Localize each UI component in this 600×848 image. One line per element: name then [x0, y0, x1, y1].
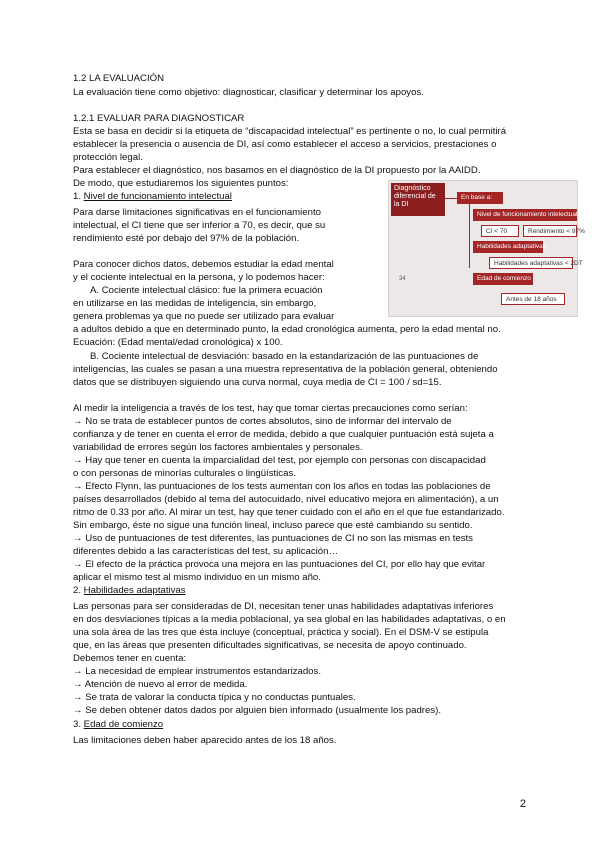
- paragraph-line: rendimiento esté por debajo del 97% de la población.: [73, 233, 300, 244]
- paragraph-line: a adultos debido a que en determinado punto, la edad cronológica aumenta, pero la edad mental no.: [73, 324, 501, 335]
- paragraph-line: → Atención de nuevo al error de medida.: [73, 679, 248, 690]
- paragraph-line: → La necesidad de emplear instrumentos estandarizados.: [73, 666, 321, 677]
- diagram-en-base: En base a:: [457, 192, 503, 204]
- paragraph-line: protección legal.: [73, 152, 143, 163]
- paragraph-line: establecer la presencia o ausencia de DI, así como establecer el acceso a servicios, prestaciones o: [73, 139, 497, 150]
- paragraph-line: → No se trata de establecer puntos de cortes absolutos, sino de informar del intervalo de: [73, 416, 452, 427]
- diagram-connector: [469, 204, 470, 268]
- paragraph-line: inteligencias, las cuales se pasan a una muestra representativa de la población general, obteniendo: [73, 364, 498, 375]
- list-item-heading: 3. Edad de comienzo: [73, 719, 164, 730]
- diagram-rendimiento: Rendimiento < 97%: [523, 225, 577, 237]
- diagram-antes: Antes de 18 años: [501, 293, 565, 305]
- paragraph-line: Esta se basa en decidir si la etiqueta de “discapacidad intelectual” es pertinente o no, lo cual permitirá: [73, 126, 507, 137]
- diagram-ci: CI < 70: [481, 225, 519, 237]
- list-item-heading: 1. Nivel de funcionamiento intelectual: [73, 191, 232, 202]
- paragraph-line: variabilidad de errores según los factores ambientales y personales.: [73, 442, 363, 453]
- paragraph-line: una sola área de las tres que ésta incluye (conceptual, práctica y social). En el DSM-V se estipula: [73, 627, 489, 638]
- subsection-heading: 1.2.1 EVALUAR PARA DIAGNOSTICAR: [73, 113, 245, 124]
- paragraph-line: La evaluación tiene como objetivo: diagnosticar, clasificar y determinar los apoyos.: [73, 87, 424, 98]
- paragraph-line: → Hay que tener en cuenta la imparcialidad del test, por ejemplo con personas con discapacidad: [73, 455, 486, 466]
- paragraph-line: → Se deben obtener datos dados por alguien bien informado (usualmente los padres).: [73, 705, 441, 716]
- diagram-nivel: Nivel de funcionamiento intelectual: [473, 209, 577, 221]
- paragraph-line: diferentes debido a las características del test, su aplicación…: [73, 546, 339, 557]
- paragraph-line: genera problemas ya que no puede ser utilizado para evaluar: [73, 311, 335, 322]
- paragraph-line: en utilizarse en las medidas de inteligencia, sin embargo,: [73, 298, 317, 309]
- paragraph-line: Ecuación: (Edad mental/edad cronológica) x 100.: [73, 337, 283, 348]
- paragraph-line: → El efecto de la práctica provoca una mejora en las puntuaciones del CI, por ello hay que evitar: [73, 559, 486, 570]
- diagram-connector: [445, 198, 457, 199]
- section-heading: 1.2 LA EVALUACIÓN: [73, 73, 165, 84]
- paragraph-line: aplicar el mismo test al mismo individuo en un mismo año.: [73, 572, 321, 583]
- paragraph-line: B. Cociente intelectual de desviación: basado en la estandarización de las puntuaciones de: [90, 351, 479, 362]
- diagram-edad: Edad de comienzo: [473, 273, 533, 285]
- page-number: 2: [519, 798, 526, 810]
- paragraph-line: o con personas de minorías culturales o lingüísticas.: [73, 468, 296, 479]
- diagram-habilidades: Habilidades adaptativas: [473, 241, 543, 253]
- paragraph-line: y el cociente intelectual en la persona, y lo podemos hacer:: [73, 272, 325, 283]
- paragraph-line: Las personas para ser consideradas de DI, necesitan tener unas habilidades adaptativas inferiores: [73, 601, 494, 612]
- paragraph-line: datos que se distribuyen siguiendo una curva normal, cuya media de CI = 100 / sd=15.: [73, 377, 442, 388]
- paragraph-line: Sin embargo, éste no sigue una función lineal, incluso parece que esté cambiando su sentido.: [73, 520, 473, 531]
- paragraph-line: → Efecto Flynn, las puntuaciones de los tests aumentan con los años en todas las poblaciones de: [73, 481, 491, 492]
- paragraph-line: Al medir la inteligencia a través de los test, hay que tomar ciertas precauciones como serían:: [73, 403, 468, 414]
- paragraph-line: A. Cociente intelectual clásico: fue la primera ecuación: [90, 285, 323, 296]
- paragraph-line: Las limitaciones deben haber aparecido antes de los 18 años.: [73, 735, 337, 746]
- diagram-slide-number: 34: [399, 276, 406, 282]
- paragraph-line: Para conocer dichos datos, debemos estudiar la edad mental: [73, 259, 334, 270]
- paragraph-line: De modo, que estudiaremos los siguientes puntos:: [73, 178, 289, 189]
- paragraph-line: en dos desviaciones típicas a la media poblacional, ya sea global en las habilidades adaptativas, o en: [73, 614, 506, 625]
- paragraph-line: → Se trata de valorar la conducta típica y no conductas puntuales.: [73, 692, 356, 703]
- paragraph-line: que, en las áreas que presenten dificultades significativas, se necesita de apoyo continuado.: [73, 640, 467, 651]
- list-item-heading: 2. Habilidades adaptativas: [73, 585, 186, 596]
- diagram-habilidades-sd: Habilidades adaptativas < 2DT: [489, 257, 573, 269]
- paragraph-line: países desarrollados (debido al tema del autocuidado, nivel educativo mejora en alimentación), a un: [73, 494, 499, 505]
- diagram-title: Diagnóstico diferencial de la DI: [391, 183, 445, 216]
- paragraph-line: intelectual, el CI tiene que ser inferior a 70, es decir, que su: [73, 220, 326, 231]
- paragraph-line: ritmo de 0.33 por año. Al mirar un test, hay que tener cuidado con el año en el que fue estandarizado.: [73, 507, 505, 518]
- paragraph-line: Debemos tener en cuenta:: [73, 653, 187, 664]
- paragraph-line: → Uso de puntuaciones de test diferentes, las puntuaciones de CI no son las mismas en tests: [73, 533, 473, 544]
- paragraph-line: Para darse limitaciones significativas en el funcionamiento: [73, 207, 321, 218]
- diagnosis-diagram-image: [388, 180, 585, 317]
- paragraph-line: Para establecer el diagnóstico, nos basamos en el diagnóstico de la DI propuesto por la AAIDD.: [73, 165, 481, 176]
- paragraph-line: confianza y de tener en cuenta el error de medida, debido a que cualquier puntuación está sujeta a: [73, 429, 494, 440]
